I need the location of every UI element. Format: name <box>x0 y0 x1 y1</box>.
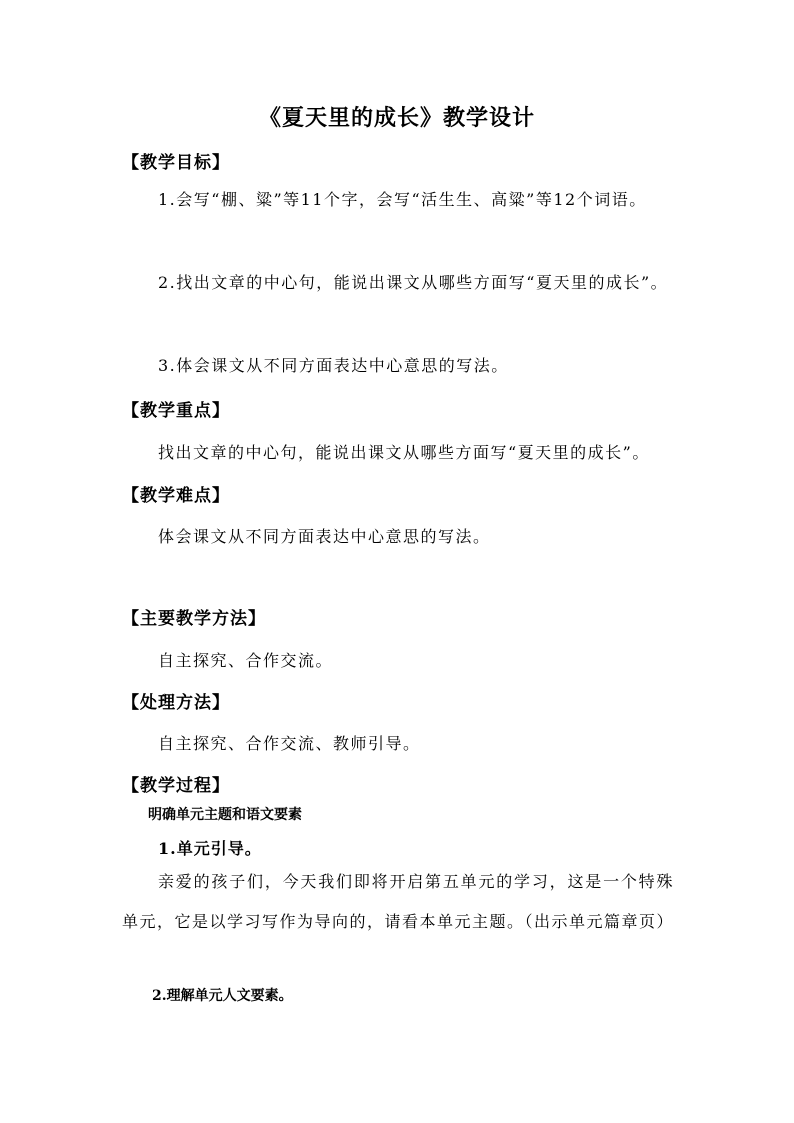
goal-item-3: 3.体会课文从不同方面表达中心意思的写法。 <box>158 356 509 375</box>
difficulties-heading: 【教学难点】 <box>122 486 230 506</box>
handling-heading: 【处理方法】 <box>122 693 230 713</box>
methods-text: 自主探究、合作交流。 <box>158 651 334 670</box>
process-step-1: 1.单元引导。 <box>158 839 262 858</box>
methods-heading: 【主要教学方法】 <box>122 609 266 629</box>
page-title: 《夏天里的成长》教学设计 <box>258 105 535 131</box>
key-points-text: 找出文章的中心句，能说出课文从哪些方面写“夏天里的成长”。 <box>158 443 650 462</box>
process-step-1-text: 亲爱的孩子们，今天我们即将开启第五单元的学习，这是一个特殊单元，它是以学习写作为导向的，请看本单元主题。（出示单元篇章页） <box>122 872 675 931</box>
process-step-2: 2.理解单元人文要素。 <box>152 988 293 1004</box>
key-points-heading: 【教学重点】 <box>122 401 230 421</box>
goals-heading: 【教学目标】 <box>122 153 230 173</box>
goal-item-2: 2.找出文章的中心句，能说出课文从哪些方面写“夏天里的成长”。 <box>158 273 669 292</box>
process-heading: 【教学过程】 <box>122 776 230 796</box>
handling-text: 自主探究、合作交流、教师引导。 <box>158 734 421 753</box>
goal-item-1: 1.会写“棚、粱”等11个字，会写“活生生、高粱”等12个词语。 <box>158 190 647 209</box>
process-subheading: 明确单元主题和语文要素 <box>148 807 302 823</box>
difficulties-text: 体会课文从不同方面表达中心意思的写法。 <box>158 527 491 546</box>
